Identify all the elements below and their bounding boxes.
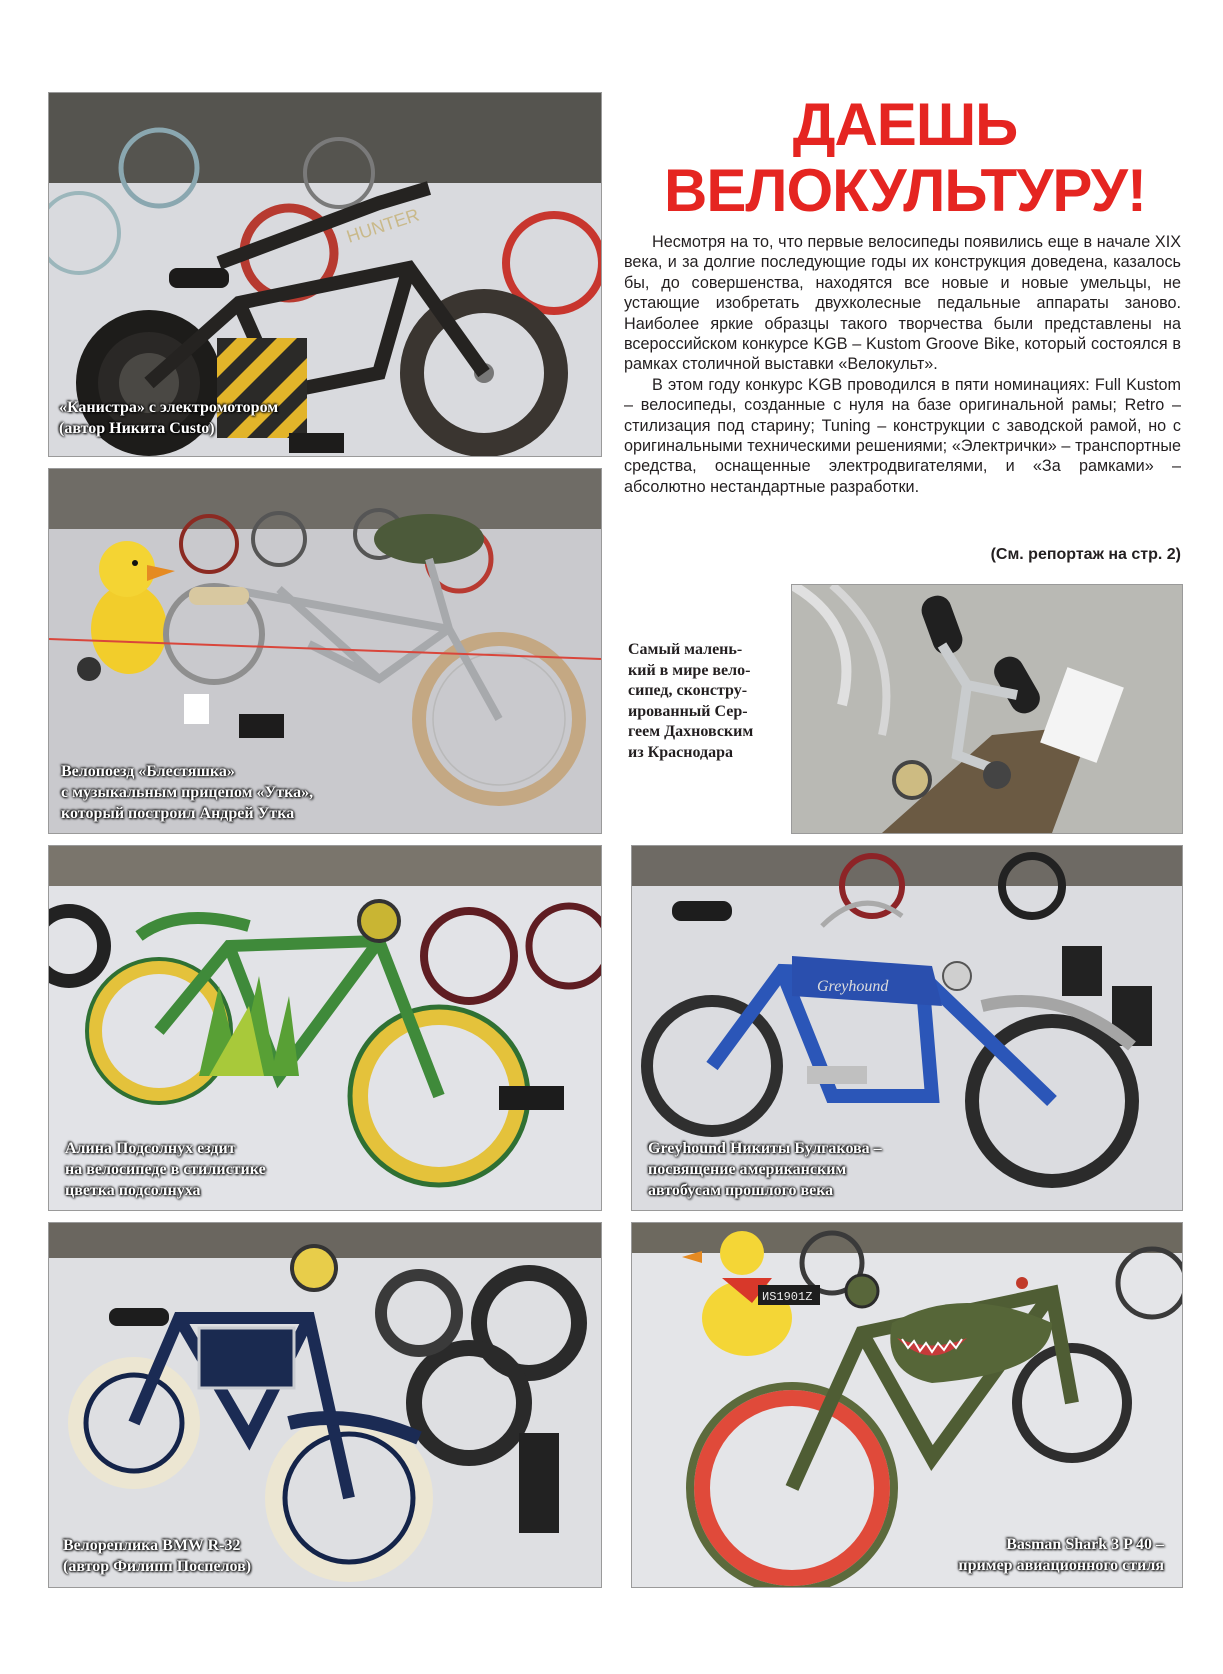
photo-smallest-bike bbox=[791, 584, 1183, 834]
frame-brand-text: HUNTER bbox=[344, 204, 422, 247]
article-headline: ДАЕШЬ ВЕЛОКУЛЬТУРУ! bbox=[664, 91, 1146, 224]
bmw-replica-illustration bbox=[49, 1223, 601, 1587]
photo-blestyashka-bike bbox=[48, 468, 602, 834]
license-plate-text: ИS1901Z bbox=[762, 1290, 813, 1304]
article-paragraph-1: Несмотря на то, что первые велосипеды появились еще в начале XIX века, и за долгие последующие годы их конструкция доведена, казалось бы, до совершенства, находятся все новые и новые умельцы, не устающие изобретать двухколесные педальные аппараты заново. Наиболее яркие образцы такого творчества были представлены на всероссийском конкурсе KGB – Kustom Groove Bike, который состоялся в рамках столичной выставки «Велокульт». bbox=[624, 233, 1181, 374]
article-body bbox=[624, 232, 1181, 497]
caption-blestyashka: Велопоезд «Блестяшка» с музыкальным прицепом «Утка», который построил Андрей Утка bbox=[61, 763, 314, 822]
photo-sunflower-bike bbox=[48, 845, 602, 1211]
photo-basman-shark-bike bbox=[631, 1222, 1183, 1588]
caption-sunflower: Алина Подсолнух ездит на велосипеде в стилистике цветка подсолнуха bbox=[65, 1140, 266, 1199]
caption-bmw: Велореплика BMW R-32 (автор Филипп Поспелов) bbox=[63, 1537, 252, 1575]
caption-smallest-bike: Самый малень- кий в мире вело- сипед, сконстру- ированный Сер- геем Дахновским из Краснодара bbox=[628, 641, 754, 761]
article-paragraph-2: В этом году конкурс KGB проводился в пяти номинациях: Full Kustom – велосипеды, созданные с нуля на базе оригинальной рамы; Retro – стилизация под старину; Tuning – конструкции с заводской рамой, но с оригинальными техническими решениями; «Электрички» – транспортные средства, оснащенные электродвигателями, и «За рамками» – абсолютно нестандартные разработки. bbox=[624, 375, 1181, 496]
photo-kanistra-ebike bbox=[48, 92, 602, 457]
smallest-bike-illustration bbox=[792, 585, 1182, 833]
tank-script-text: Greyhound bbox=[817, 978, 889, 995]
see-report-reference: (См. репортаж на стр. 2) bbox=[990, 546, 1181, 563]
caption-shark: Basman Shark 3 P 40 – пример авиационного стиля bbox=[958, 1536, 1164, 1574]
caption-kanistra: «Канистра» с электромотором (автор Никита Custo) bbox=[59, 399, 279, 437]
basman-shark-illustration bbox=[632, 1223, 1182, 1587]
photo-bmw-replica-bike bbox=[48, 1222, 602, 1588]
caption-greyhound: Greyhound Никиты Булгакова – посвящение американским автобусам прошлого века bbox=[648, 1140, 882, 1199]
photo-greyhound-bike bbox=[631, 845, 1183, 1211]
